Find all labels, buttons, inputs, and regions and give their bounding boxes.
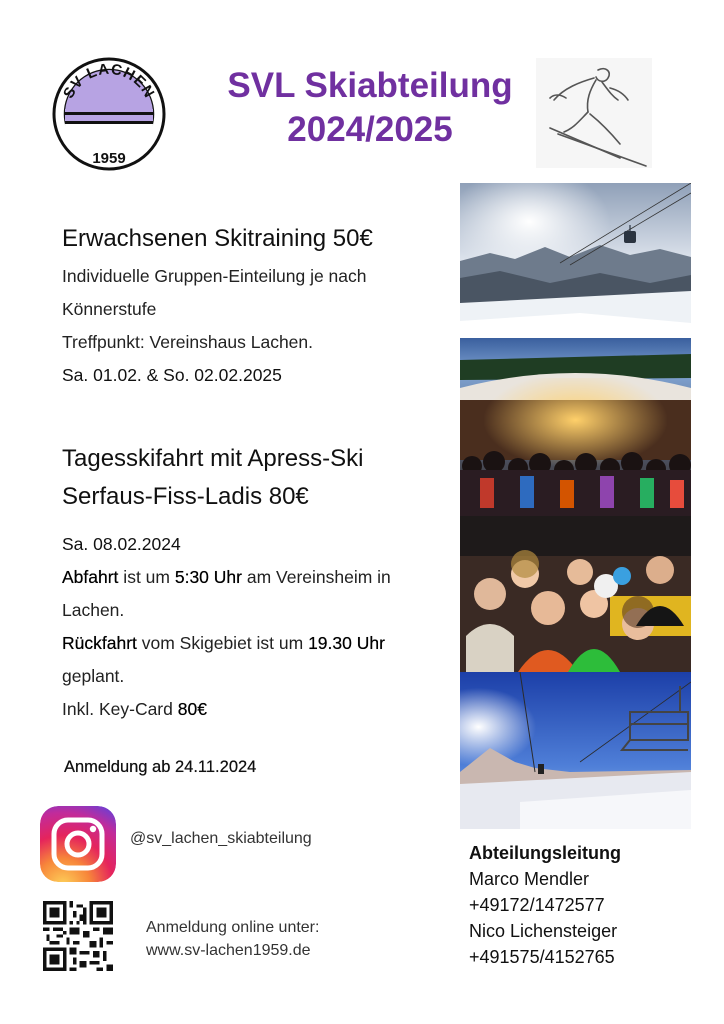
return-time: 19.30 Uhr (308, 633, 385, 653)
event2-departure (62, 561, 442, 594)
return-mid: vom Skigebiet ist um (136, 633, 309, 653)
online-registration (146, 916, 319, 962)
event1-title: Erwachsenen Skitraining 50€ (62, 225, 373, 252)
return-label: Rückfahrt (62, 633, 137, 653)
departure-end: am Vereinsheim in (241, 567, 391, 587)
contact-name-2: Nico Lichensteiger (469, 921, 618, 941)
event-skitraining (62, 223, 442, 392)
event2-return (62, 627, 442, 660)
departure-mid: ist um (118, 567, 175, 587)
event1-line-1: Individuelle Gruppen-Einteilung je nach (62, 266, 367, 286)
event2-date: Sa. 08.02.2024 (62, 534, 181, 554)
logo-year: 1959 (92, 150, 126, 167)
logo-top-text: SV LACHEN (60, 60, 158, 102)
online-url[interactable]: www.sv-lachen1959.de (146, 942, 311, 959)
photo-gondola-mountains (460, 183, 691, 338)
title-line-2: 2024/2025 (287, 110, 453, 149)
event2-keycard (62, 693, 442, 726)
departure-end-2: Lachen. (62, 600, 125, 620)
photo-chairlift-slope (460, 672, 691, 829)
photo-apres-ski-tent (460, 338, 691, 516)
contact-phone-2[interactable]: +491575/4152765 (469, 947, 615, 967)
departure-time: 5:30 Uhr (174, 567, 242, 587)
instagram-icon[interactable] (40, 806, 116, 882)
contact-name-1: Marco Mendler (469, 869, 590, 889)
event-tagesskifahrt (62, 440, 442, 726)
skier-sketch-icon (536, 58, 652, 168)
registration-date: Anmeldung ab 24.11.2024 (64, 758, 257, 776)
event2-title-line-2: Serfaus-Fiss-Ladis 80€ (62, 483, 309, 510)
keycard-text: Inkl. Key-Card (62, 699, 178, 719)
contact-phone-1[interactable]: +49172/1472577 (469, 895, 605, 915)
event1-line-3: Treffpunkt: Vereinshaus Lachen. (62, 332, 313, 352)
contact-block (469, 840, 621, 970)
sv-lachen-logo (52, 57, 166, 171)
event2-title-line-1: Tagesskifahrt mit Apress-Ski (62, 445, 364, 472)
qr-code-icon (43, 901, 113, 971)
keycard-price: 80€ (177, 699, 207, 719)
event1-line-2: Könnerstufe (62, 299, 157, 319)
event1-date: Sa. 01.02. & So. 02.02.2025 (62, 365, 282, 385)
instagram-handle[interactable]: @sv_lachen_skiabteilung (130, 830, 312, 847)
return-end: geplant. (62, 666, 125, 686)
page-title (200, 64, 540, 152)
title-line-1: SVL Skiabteilung (227, 66, 513, 105)
online-line-1: Anmeldung online unter: (146, 919, 320, 936)
contact-heading: Abteilungsleitung (469, 843, 621, 863)
departure-label: Abfahrt (62, 567, 119, 587)
photo-group-bus (460, 516, 691, 672)
